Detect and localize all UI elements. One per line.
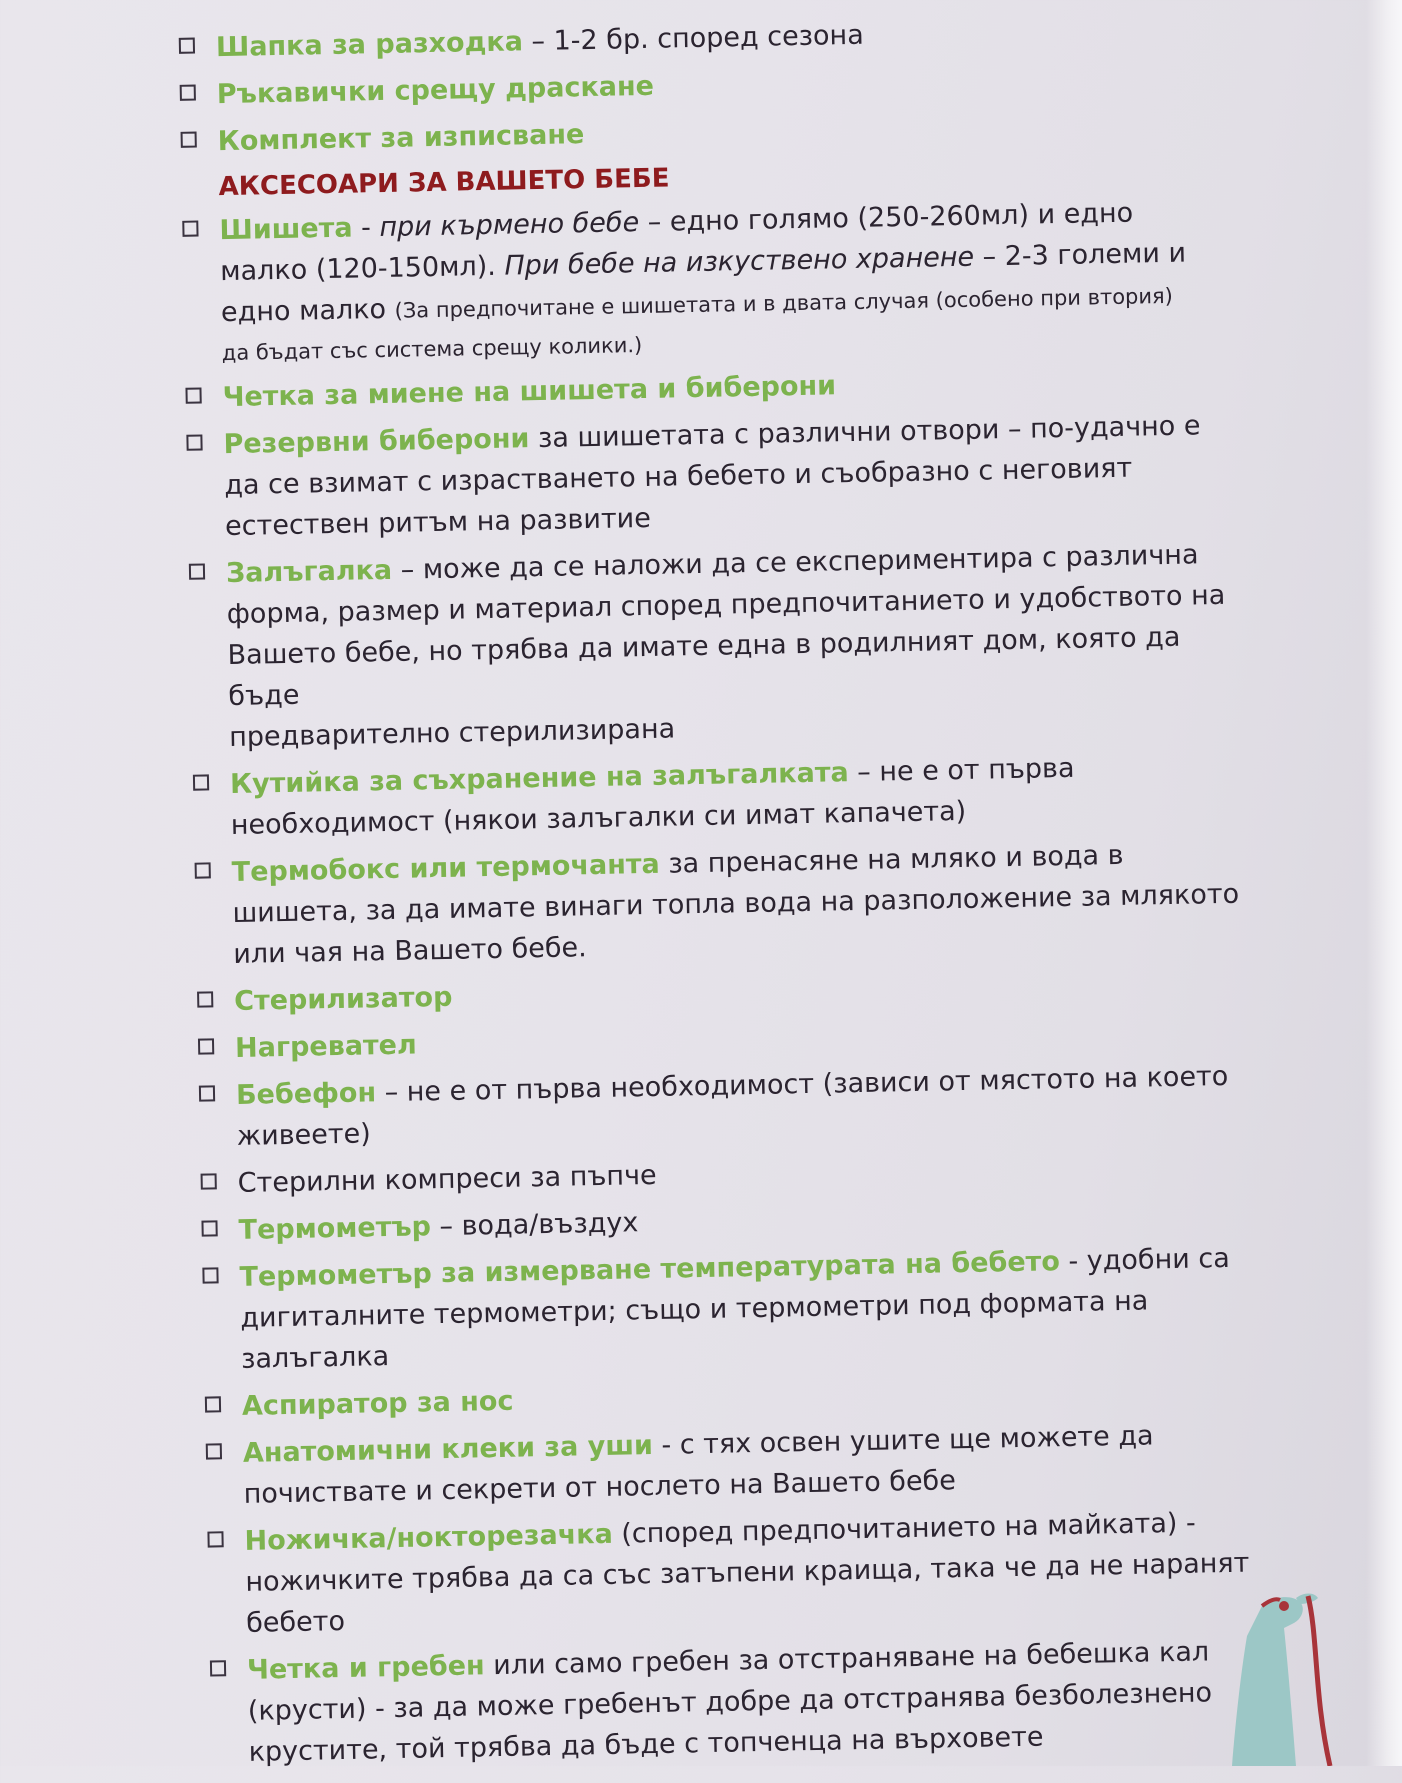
checkbox[interactable] bbox=[202, 1267, 218, 1283]
checkbox[interactable] bbox=[198, 1038, 214, 1054]
item-text: залъгалка bbox=[240, 1341, 390, 1375]
checklist-item bbox=[199, 1055, 1260, 1157]
checkbox[interactable] bbox=[201, 1220, 217, 1236]
checklist-item bbox=[210, 1630, 1272, 1773]
item-name: Анатомични клеки за уши bbox=[242, 1430, 654, 1469]
item-text: Вашето бебе, но трябва да имате една в родилният дом, която да бъде bbox=[227, 621, 1181, 713]
checkbox[interactable] bbox=[206, 1443, 222, 1459]
item-text: (крусти) - за да може гребенът добре да отстранява безболезнено bbox=[247, 1677, 1213, 1727]
item-name: Стерилизатор bbox=[233, 981, 453, 1017]
item-text: дигиталните термометри; също и термометри под формата на bbox=[240, 1285, 1149, 1334]
item-name: Термобокс или термочанта bbox=[231, 848, 661, 888]
item-text: При бебе на изкуствено хранене bbox=[504, 241, 975, 282]
checklist-item bbox=[182, 190, 1245, 371]
checkbox[interactable] bbox=[195, 862, 211, 878]
item-text: (според предпочитанието на майката) - bbox=[612, 1507, 1197, 1550]
item-name: Ръкавички срещу драскане bbox=[216, 70, 655, 111]
item-text: – вода/въздух bbox=[430, 1207, 639, 1243]
checklist-item bbox=[189, 533, 1253, 758]
giraffe-icon bbox=[1192, 1576, 1342, 1766]
item-text: форма, размер и материал според предпочитанието и удобството на bbox=[226, 579, 1226, 631]
checkbox[interactable] bbox=[193, 774, 209, 790]
item-text: бебето bbox=[245, 1605, 346, 1639]
checkbox[interactable] bbox=[197, 991, 213, 1007]
checklist-item bbox=[202, 1237, 1264, 1380]
item-name: Термометър за измерване температурата на бебето bbox=[239, 1246, 1061, 1293]
item-name: Термометър bbox=[238, 1211, 432, 1246]
item-text: естествен ритъм на развитие bbox=[224, 502, 652, 543]
item-name: Залъгалка bbox=[225, 554, 393, 590]
item-text: при кърмено бебе bbox=[379, 207, 640, 244]
checkbox[interactable] bbox=[179, 38, 195, 54]
item-text: малко (120-150мл). bbox=[219, 250, 505, 288]
item-name: Нагревател bbox=[234, 1029, 418, 1064]
checklist-item bbox=[193, 744, 1254, 846]
checklist-item bbox=[186, 404, 1248, 547]
checkbox[interactable] bbox=[199, 1085, 215, 1101]
item-text: - удобни са bbox=[1059, 1242, 1231, 1278]
item-text: – 1-2 бр. според сезона bbox=[522, 19, 865, 58]
item-text: – не е от първа необходимост (зависи от мястото на което bbox=[375, 1060, 1229, 1109]
item-text: – може да се наложи да се експериментира с различна bbox=[391, 539, 1199, 586]
checkbox[interactable] bbox=[181, 132, 197, 148]
checkbox[interactable] bbox=[185, 387, 201, 403]
item-text: необходимост (някои залъгалки си имат капачета) bbox=[230, 795, 967, 841]
checkbox[interactable] bbox=[207, 1531, 223, 1547]
item-text: почиствате и секрети от нослето на Вашето бебе bbox=[243, 1465, 957, 1510]
item-name: Аспиратор за нос bbox=[241, 1385, 514, 1422]
section-heading: АКСЕСОАРИ ЗА ВАШЕТО БЕБЕ bbox=[218, 163, 670, 203]
item-text: шишета, за да имате винаги топла вода на разположение за млякото bbox=[232, 878, 1240, 929]
item-text: да се взимат с израстването на бебето и съобразно с неговият bbox=[224, 452, 1133, 502]
item-name: Четка за миене на шишета и биберони bbox=[222, 370, 837, 414]
checkbox[interactable] bbox=[189, 563, 205, 579]
checklist-item bbox=[206, 1413, 1267, 1515]
item-text: – едно голямо (250-260мл) и едно bbox=[638, 197, 1134, 239]
item-text: - с тях освен ушите ще можете да bbox=[652, 1420, 1154, 1462]
item-text: ножичките трябва да са със затъпени краища, така че да не наранят bbox=[245, 1547, 1250, 1598]
item-name: Бебефон bbox=[235, 1077, 377, 1111]
page-edge bbox=[1366, 0, 1402, 1766]
item-text: – 2-3 големи и bbox=[973, 237, 1187, 273]
item-text: или чая на Вашето бебе. bbox=[233, 932, 587, 970]
item-text: за шишетата с различни отвори – по-удачно е bbox=[529, 410, 1201, 455]
item-text: едно малко bbox=[220, 293, 395, 329]
checklist-item bbox=[207, 1501, 1269, 1644]
item-name: Шишета bbox=[219, 212, 353, 247]
item-text: - bbox=[352, 212, 380, 244]
checkbox[interactable] bbox=[210, 1660, 226, 1676]
item-text: Стерилни компреси за пъпче bbox=[237, 1159, 657, 1199]
checkbox[interactable] bbox=[186, 434, 202, 450]
checklist-item bbox=[194, 832, 1256, 975]
item-text: крустите, той трябва да бъде с топченца на върховете bbox=[248, 1721, 1044, 1768]
checkbox[interactable] bbox=[201, 1173, 217, 1189]
item-text: за пренасяне на мляко и вода в bbox=[659, 839, 1124, 880]
item-text: предварително стерилизирана bbox=[228, 713, 676, 754]
item-text: или само гребен за отстраняване на бебешка кал bbox=[484, 1636, 1210, 1682]
item-text: живеете) bbox=[236, 1118, 372, 1152]
item-name: Кутийка за съхранение на залъгалката bbox=[229, 757, 849, 801]
checkbox[interactable] bbox=[205, 1396, 221, 1412]
item-text: – не е от първа bbox=[848, 752, 1075, 789]
item-text: (За предпочитане е шишетата и в двата случая (особено при втория) bbox=[394, 283, 1174, 323]
checkbox[interactable] bbox=[180, 85, 196, 101]
item-name: Комплект за изписване bbox=[217, 119, 585, 158]
checklist bbox=[179, 8, 1272, 1780]
item-name: Четка и гребен bbox=[246, 1650, 485, 1686]
item-name: Резервни биберони bbox=[223, 423, 530, 461]
item-line: да бъдат със система срещу колики.) bbox=[221, 333, 643, 366]
item-name: Шапка за разходка bbox=[215, 26, 524, 64]
checkbox[interactable] bbox=[182, 221, 198, 237]
item-name: Ножичка/нокторезачка bbox=[244, 1518, 614, 1557]
